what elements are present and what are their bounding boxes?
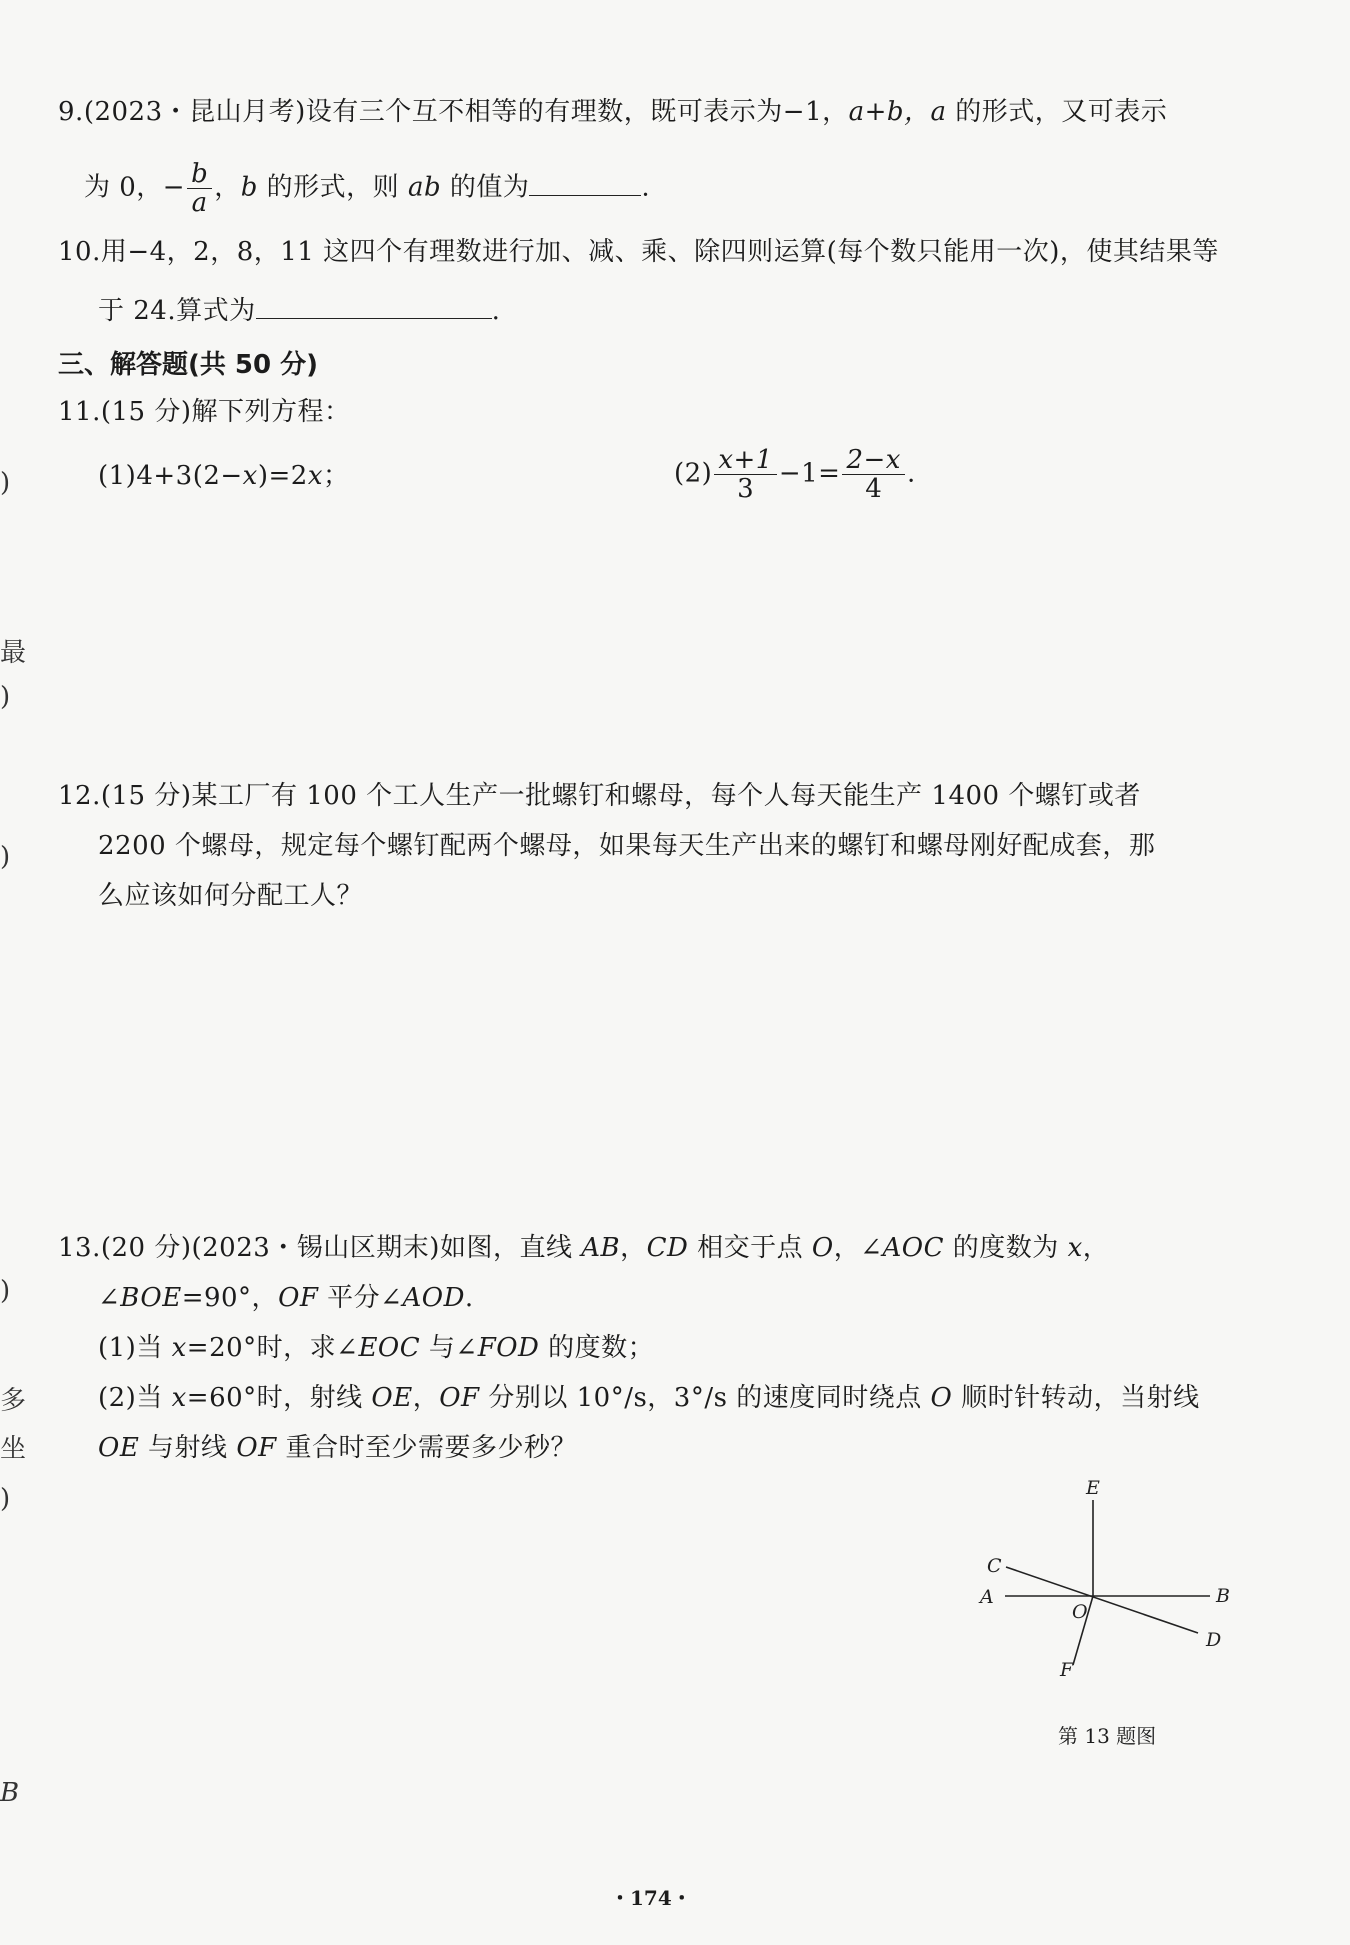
- fraction-numerator: 2−x: [842, 446, 905, 475]
- fraction-x-plus-1-over-3: [714, 446, 777, 503]
- label-c: C: [987, 1555, 1002, 1577]
- math-variable: OF: [439, 1383, 480, 1413]
- question-13-figure: [960, 1470, 1260, 1700]
- question-text: 13.(20 分)(2023・锡山区期末)如图，直线: [58, 1233, 582, 1263]
- answer-blank[interactable]: [529, 169, 641, 196]
- question-text: ，∠: [833, 1233, 883, 1263]
- math-variable: OF: [236, 1433, 277, 1463]
- math-variable: b: [240, 172, 258, 203]
- math-variable: x: [307, 461, 323, 491]
- question-text: 分别以 10°/s，3°/s 的速度同时绕点: [479, 1383, 931, 1413]
- question-11-part-1: [98, 460, 350, 492]
- question-text: 与∠: [420, 1333, 478, 1363]
- question-13-line-4: [98, 1382, 1200, 1414]
- question-text: 的值为: [441, 172, 530, 203]
- question-text: ，: [1082, 1233, 1110, 1263]
- equation-text: (1)4+3(2−: [98, 461, 243, 491]
- label-d: D: [1206, 1629, 1222, 1651]
- label-f: F: [1060, 1659, 1074, 1681]
- math-variable: AOD: [402, 1283, 465, 1313]
- math-expression: a+b，a: [848, 97, 947, 127]
- fraction-b-over-a: [187, 160, 212, 217]
- fraction-2-minus-x-over-4: [842, 446, 905, 503]
- question-number: 9.: [58, 97, 84, 127]
- math-variable: x: [171, 1383, 187, 1413]
- math-variable: AOC: [882, 1233, 945, 1263]
- question-text: (2)当: [98, 1383, 172, 1413]
- question-13-line-5: [98, 1432, 577, 1464]
- math-variable: x: [1067, 1233, 1083, 1263]
- question-9-line-2: [84, 160, 650, 217]
- edge-mark: ): [0, 468, 11, 498]
- line-cd: [1006, 1567, 1198, 1633]
- math-variable: EOC: [358, 1333, 421, 1363]
- question-9-line-1: [58, 96, 1167, 128]
- figure-caption: 第 13 题图: [1058, 1724, 1157, 1748]
- question-text: 的形式，则: [257, 172, 408, 203]
- question-text: 相交于点: [688, 1233, 812, 1263]
- label-o: O: [1072, 1601, 1088, 1623]
- question-text: ，: [412, 1383, 440, 1413]
- fraction-numerator: b: [187, 160, 212, 189]
- question-13-line-1: [58, 1232, 1109, 1264]
- edge-mark: 多: [0, 1386, 27, 1416]
- question-12-line-3: 么应该如何分配工人？: [98, 881, 364, 911]
- question-text: 重合时至少需要多少秒？: [276, 1433, 577, 1463]
- equation-text: )=2: [257, 461, 308, 491]
- label-b: B: [1216, 1585, 1230, 1607]
- edge-mark: 坐: [0, 1434, 27, 1464]
- math-variable: FOD: [477, 1333, 540, 1363]
- math-variable: BOE: [120, 1283, 182, 1313]
- edge-mark: ): [0, 1484, 11, 1514]
- question-text: =60°时，射线: [186, 1383, 372, 1413]
- edge-mark: ): [0, 682, 11, 712]
- fraction-denominator: 4: [865, 474, 883, 504]
- label-e: E: [1086, 1477, 1100, 1499]
- question-text: (1)当: [98, 1333, 172, 1363]
- math-variable: OE: [371, 1383, 413, 1413]
- label-a: A: [980, 1586, 994, 1608]
- question-text: ，: [620, 1233, 647, 1263]
- equation-text: −1=: [778, 458, 841, 489]
- equation-text: .: [906, 458, 916, 489]
- question-text: =20°时，求∠: [186, 1333, 359, 1363]
- question-text: 为 0，−: [84, 172, 186, 203]
- math-variable: OE: [98, 1433, 140, 1463]
- question-text: 设有三个互不相等的有理数，既可表示为−1，: [305, 97, 849, 127]
- question-12-line-2: 2200 个螺母，规定每个螺钉配两个螺母，如果每天生产出来的螺钉和螺母刚好配成套，那: [98, 831, 1156, 861]
- question-text: 于 24.算式为: [98, 296, 256, 326]
- edge-mark: ): [0, 842, 11, 872]
- question-11-header: 11.(15 分)解下列方程：: [58, 397, 351, 427]
- fraction-numerator: x+1: [714, 446, 777, 475]
- math-variable: O: [811, 1233, 834, 1263]
- question-13-line-2: [98, 1282, 474, 1314]
- fraction-denominator: 3: [737, 474, 755, 504]
- question-text: 的度数为: [944, 1233, 1068, 1263]
- equation-text: (2): [674, 458, 713, 489]
- math-variable: CD: [646, 1233, 689, 1263]
- section-title: 三、解答题(共 50 分): [58, 350, 319, 380]
- question-text: .: [464, 1283, 474, 1313]
- edge-mark: 最: [0, 638, 27, 668]
- question-text: 与射线: [139, 1433, 237, 1463]
- question-13-line-3: [98, 1332, 654, 1364]
- question-text: .: [641, 172, 651, 203]
- edge-mark: ): [0, 1276, 11, 1306]
- edge-mark: B: [0, 1778, 20, 1808]
- answer-blank[interactable]: [256, 292, 492, 319]
- math-variable: O: [930, 1383, 953, 1413]
- fraction-denominator: a: [191, 188, 208, 218]
- math-variable: ab: [407, 172, 442, 203]
- question-text: 平分∠: [318, 1283, 403, 1313]
- math-variable: OF: [278, 1283, 319, 1313]
- page-number: ・174・: [610, 1886, 692, 1910]
- math-variable: x: [171, 1333, 187, 1363]
- question-12-line-1: 12.(15 分)某工厂有 100 个工人生产一批螺钉和螺母，每个人每天能生产 1400 个螺钉或者: [58, 781, 1141, 811]
- question-text: =90°，: [181, 1283, 279, 1313]
- question-text: 的形式，又可表示: [946, 97, 1168, 127]
- equation-text: ；: [323, 461, 350, 491]
- question-11-part-2: [674, 446, 916, 503]
- question-source: (2023・昆山月考): [83, 97, 306, 127]
- question-text: .: [491, 296, 501, 326]
- question-text: 顺时针转动，当射线: [952, 1383, 1200, 1413]
- question-text: ，: [214, 172, 241, 203]
- question-text: 的度数；: [539, 1333, 655, 1363]
- question-10-line-1: 10.用−4，2，8，11 这四个有理数进行加、减、乘、除四则运算(每个数只能用一次)，使其结果等: [58, 237, 1219, 267]
- question-10-line-2: [98, 292, 500, 327]
- math-variable: AB: [581, 1233, 621, 1263]
- question-text: ∠: [98, 1283, 121, 1313]
- math-variable: x: [242, 461, 258, 491]
